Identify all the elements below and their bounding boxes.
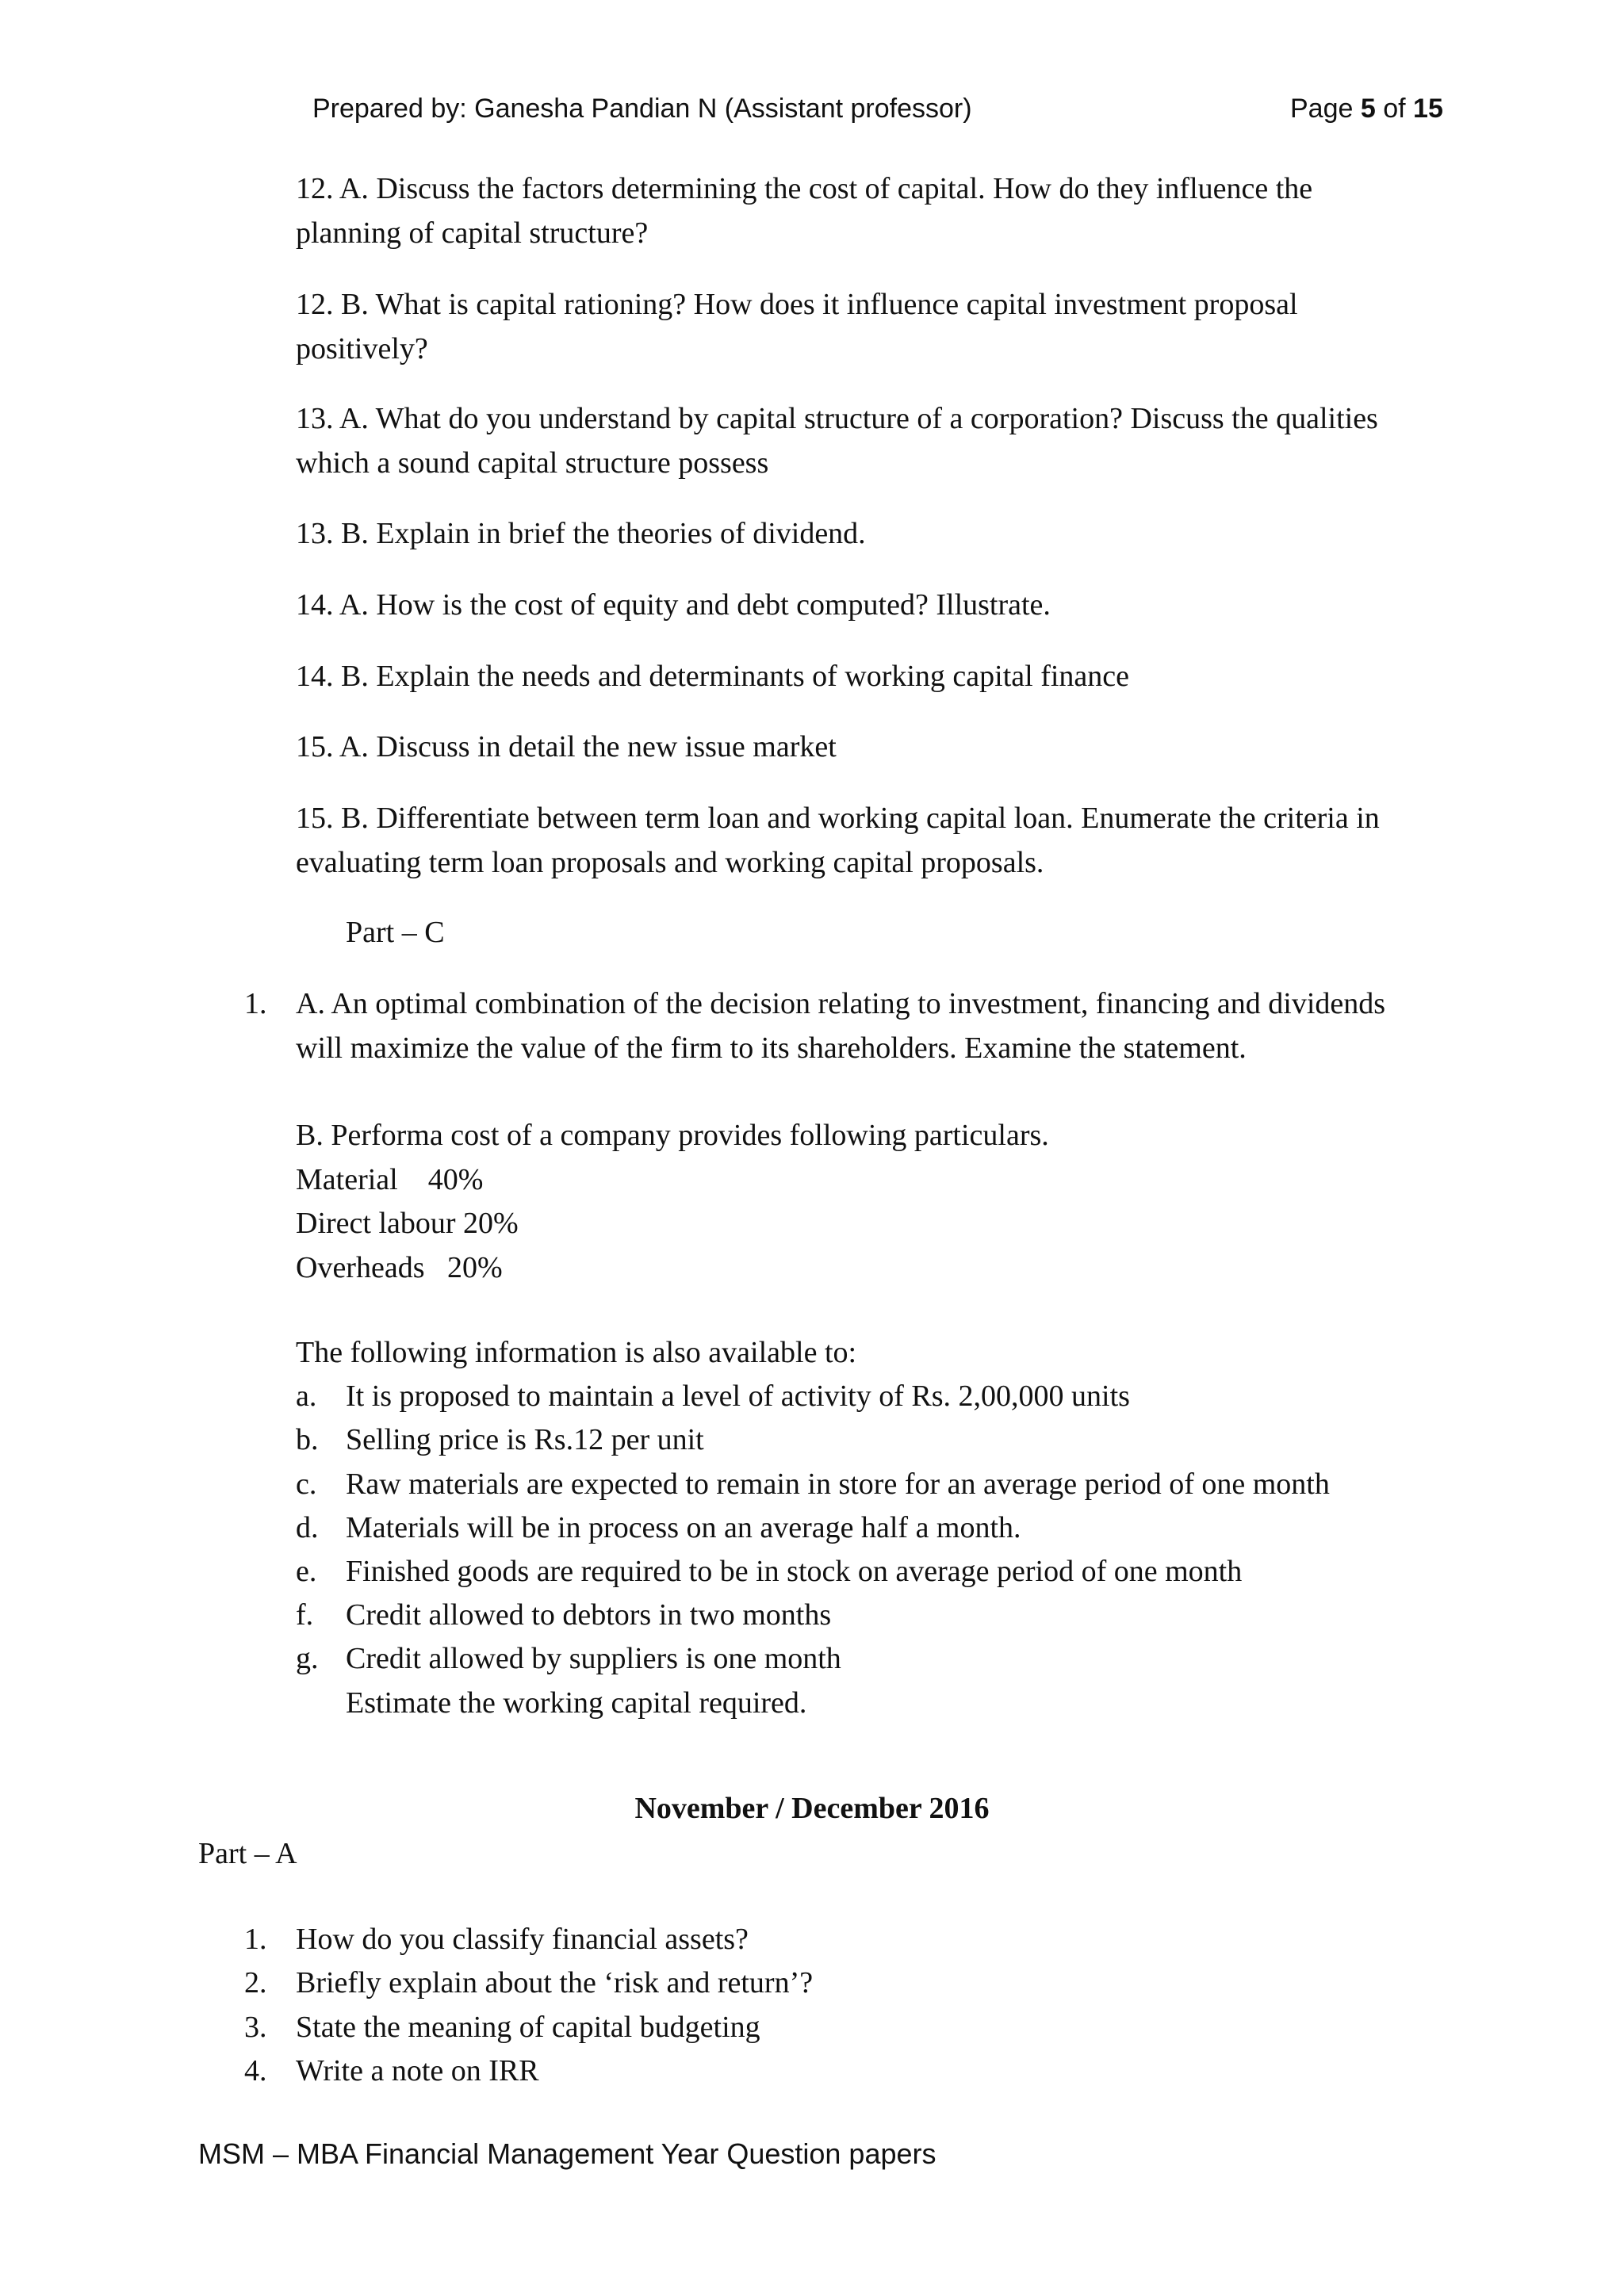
part-c-q1-a: A. An optimal combination of the decision relating to investment, financing and dividends will maximize the value of the firm to its shareholders. Examine the statement. (296, 987, 1386, 1065)
page-number: 5 (1360, 94, 1376, 124)
question-13b: 13. B. Explain in brief the theories of dividend. (296, 517, 866, 550)
part-a-num-4: 4. (244, 2054, 267, 2087)
info-text-d: Materials will be in process on an average half a month. (346, 1511, 1021, 1544)
question-13a: 13. A. What do you understand by capital structure of a corporation? Discuss the qualities which a sound capital structure possess (296, 402, 1378, 480)
part-a-num-1: 1. (244, 1923, 267, 1956)
part-a-item-4: Write a note on IRR (296, 2054, 539, 2087)
page-of: of (1375, 94, 1414, 124)
part-a-num-2: 2. (244, 1966, 267, 1999)
info-text-g: Credit allowed by suppliers is one month (346, 1642, 841, 1675)
info-letter-a: a. (296, 1380, 317, 1413)
section-title: November / December 2016 (634, 1792, 990, 1825)
info-text-e: Finished goods are required to be in stock on average period of one month (346, 1555, 1243, 1588)
info-letter-c: c. (296, 1468, 317, 1501)
question-15a: 15. A. Discuss in detail the new issue market (296, 730, 837, 763)
question-14b: 14. B. Explain the needs and determinants of working capital finance (296, 660, 1130, 693)
header-prepared-by: Prepared by: Ganesha Pandian N (Assistant professor) (312, 94, 972, 124)
info-letter-d: d. (296, 1511, 319, 1544)
part-c-q1-number: 1. (244, 987, 267, 1020)
part-c-heading: Part – C (346, 916, 445, 949)
question-12a: 12. A. Discuss the factors determining the cost of capital. How do they influence the planning of capital structure? (296, 172, 1313, 250)
info-intro: The following information is also available to: (296, 1336, 857, 1369)
question-15b: 15. B. Differentiate between term loan and working capital loan. Enumerate the criteria in evaluating term loan proposals and working capital proposals. (296, 802, 1380, 879)
part-a-item-1: How do you classify financial assets? (296, 1923, 749, 1956)
info-letter-e: e. (296, 1555, 317, 1588)
info-letter-f: f. (296, 1598, 314, 1632)
page-prefix: Page (1290, 94, 1361, 124)
part-a-item-3: State the meaning of capital budgeting (296, 2011, 760, 2044)
header-page-indicator (1290, 94, 1443, 124)
question-12b: 12. B. What is capital rationing? How does it influence capital investment proposal positively? (296, 288, 1298, 365)
info-letter-g: g. (296, 1642, 319, 1675)
part-a-item-2: Briefly explain about the ‘risk and return’? (296, 1966, 814, 1999)
part-c-q1-b: B. Performa cost of a company provides following particulars. (296, 1119, 1049, 1152)
info-letter-b: b. (296, 1423, 319, 1456)
footer-text: MSM – MBA Financial Management Year Question papers (198, 2137, 936, 2170)
info-text-c: Raw materials are expected to remain in store for an average period of one month (346, 1468, 1330, 1501)
part-a-num-3: 3. (244, 2011, 267, 2044)
info-text-a: It is proposed to maintain a level of activity of Rs. 2,00,000 units (346, 1380, 1130, 1413)
part-a-heading: Part – A (198, 1837, 297, 1870)
page-total: 15 (1413, 94, 1443, 124)
cost-item-direct-labour: Direct labour 20% (296, 1207, 519, 1240)
cost-item-overheads: Overheads 20% (296, 1251, 503, 1284)
info-text-b: Selling price is Rs.12 per unit (346, 1423, 704, 1456)
info-text-f: Credit allowed to debtors in two months (346, 1598, 832, 1632)
closing-instruction: Estimate the working capital required. (346, 1686, 807, 1720)
question-14a: 14. A. How is the cost of equity and debt computed? Illustrate. (296, 588, 1051, 622)
cost-item-material: Material 40% (296, 1163, 484, 1196)
